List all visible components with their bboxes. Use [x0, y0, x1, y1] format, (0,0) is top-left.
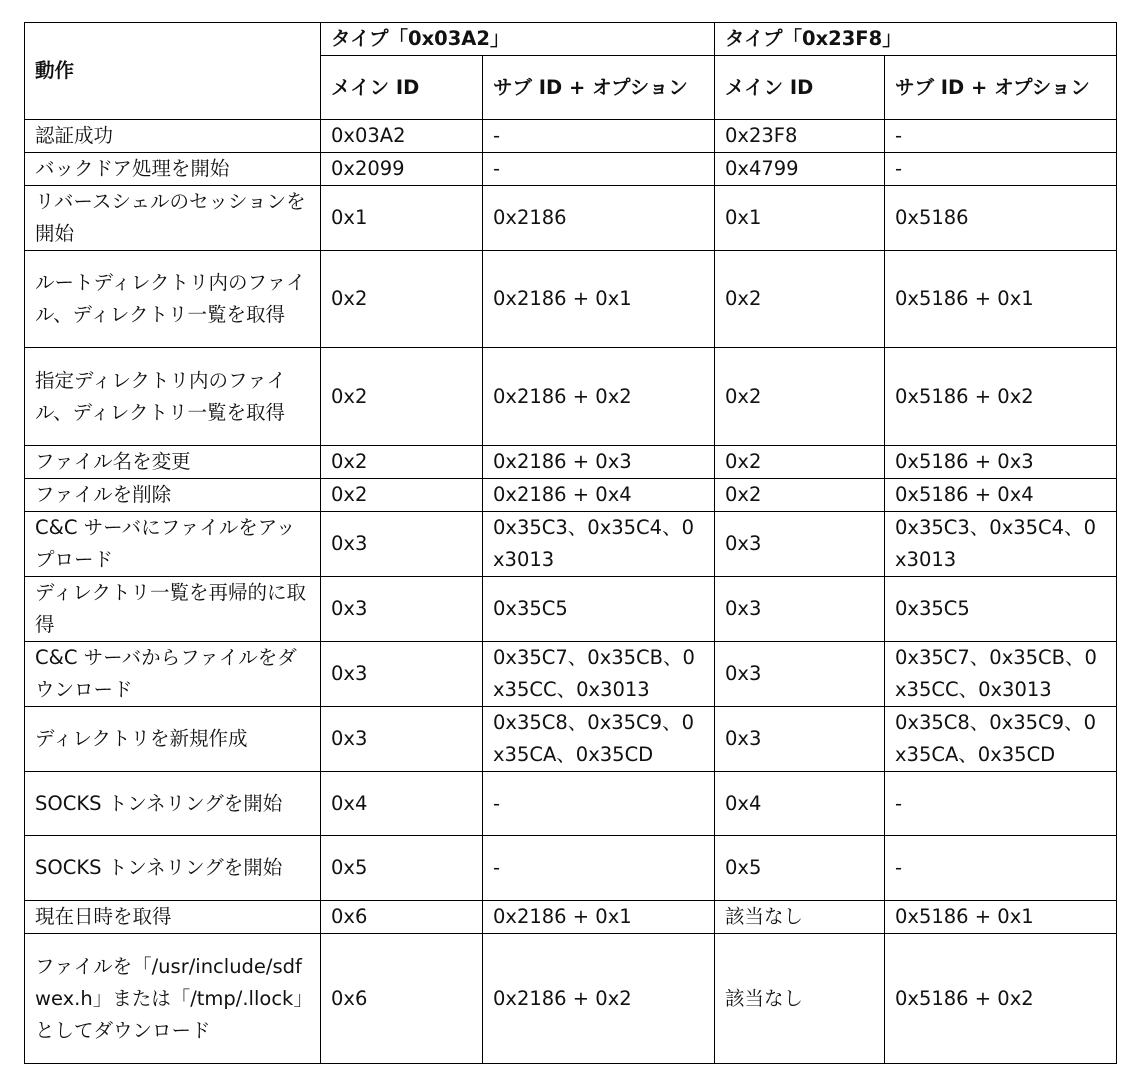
sub-id-cell: - [885, 772, 1117, 836]
sub-id-cell: 0x5186 + 0x3 [885, 446, 1117, 479]
main-id-cell: 0x2099 [321, 153, 483, 186]
main-id-cell: 0x4799 [715, 153, 885, 186]
sub-id-cell: 0x2186 + 0x2 [483, 934, 715, 1064]
action-cell: SOCKS トンネリングを開始 [25, 836, 321, 901]
sub-id-cell: - [885, 153, 1117, 186]
main-id-cell: 0x5 [715, 836, 885, 901]
sub-id-cell: - [483, 772, 715, 836]
table-row [25, 446, 1117, 479]
action-cell: 認証成功 [25, 120, 321, 153]
main-id-cell: 0x3 [715, 512, 885, 577]
sub-id-cell: - [885, 120, 1117, 153]
table-row [25, 348, 1117, 446]
table-row [25, 707, 1117, 772]
header-type-0x03a2: タイプ「0x03A2」 [321, 23, 715, 56]
table-row [25, 836, 1117, 901]
main-id-cell: 0x6 [321, 934, 483, 1064]
table-row [25, 153, 1117, 186]
sub-id-cell: 0x5186 + 0x4 [885, 479, 1117, 512]
main-id-cell: 0x03A2 [321, 120, 483, 153]
main-id-cell: 0x4 [321, 772, 483, 836]
sub-id-cell: 0x35C3、0x35C4、0x3013 [885, 512, 1117, 577]
action-cell: 現在日時を取得 [25, 901, 321, 934]
header-sub-id-option-1: サブ ID + オプション [483, 56, 715, 120]
header-action: 動作 [25, 23, 321, 120]
table-body [25, 120, 1117, 1064]
sub-id-cell: 0x35C8、0x35C9、0x35CA、0x35CD [885, 707, 1117, 772]
action-cell: ファイルを「/usr/include/sdfwex.h」または「/tmp/.llock」としてダウンロード [25, 934, 321, 1064]
sub-id-cell: - [483, 836, 715, 901]
main-id-cell: 0x4 [715, 772, 885, 836]
main-id-cell: 0x2 [321, 251, 483, 348]
sub-id-cell: 0x35C8、0x35C9、0x35CA、0x35CD [483, 707, 715, 772]
table-row [25, 120, 1117, 153]
sub-id-cell: 0x5186 [885, 186, 1117, 251]
header-sub-id-option-2: サブ ID + オプション [885, 56, 1117, 120]
table-header [25, 23, 1117, 120]
main-id-cell: 0x2 [715, 479, 885, 512]
sub-id-cell: 0x35C3、0x35C4、0x3013 [483, 512, 715, 577]
header-type-0x23f8: タイプ「0x23F8」 [715, 23, 1117, 56]
main-id-cell: 0x3 [715, 642, 885, 707]
sub-id-cell: 0x5186 + 0x2 [885, 348, 1117, 446]
main-id-cell: 0x3 [715, 707, 885, 772]
sub-id-cell: 0x2186 + 0x2 [483, 348, 715, 446]
header-main-id-2: メイン ID [715, 56, 885, 120]
main-id-cell: 0x2 [715, 251, 885, 348]
command-id-table [24, 22, 1117, 1064]
sub-id-cell: 0x5186 + 0x2 [885, 934, 1117, 1064]
main-id-cell: 0x23F8 [715, 120, 885, 153]
sub-id-cell: 0x35C5 [885, 577, 1117, 642]
table-row [25, 772, 1117, 836]
action-cell: C&C サーバにファイルをアップロード [25, 512, 321, 577]
action-cell: 指定ディレクトリ内のファイル、ディレクトリ一覧を取得 [25, 348, 321, 446]
sub-id-cell: - [483, 153, 715, 186]
sub-id-cell: 0x5186 + 0x1 [885, 901, 1117, 934]
table-row [25, 901, 1117, 934]
main-id-cell: 0x3 [321, 512, 483, 577]
main-id-cell: 0x3 [715, 577, 885, 642]
action-cell: バックドア処理を開始 [25, 153, 321, 186]
sub-id-cell: 0x2186 + 0x3 [483, 446, 715, 479]
main-id-cell: 0x2 [321, 348, 483, 446]
action-cell: ディレクトリ一覧を再帰的に取得 [25, 577, 321, 642]
sub-id-cell: 0x5186 + 0x1 [885, 251, 1117, 348]
table-row [25, 512, 1117, 577]
main-id-cell: 0x2 [321, 479, 483, 512]
sub-id-cell: 0x2186 + 0x4 [483, 479, 715, 512]
sub-id-cell: 0x2186 + 0x1 [483, 251, 715, 348]
main-id-cell: 0x6 [321, 901, 483, 934]
main-id-cell: 該当なし [715, 934, 885, 1064]
table-row [25, 251, 1117, 348]
main-id-cell: 該当なし [715, 901, 885, 934]
sub-id-cell: - [885, 836, 1117, 901]
sub-id-cell: 0x2186 + 0x1 [483, 901, 715, 934]
main-id-cell: 0x3 [321, 707, 483, 772]
main-id-cell: 0x2 [321, 446, 483, 479]
sub-id-cell: 0x35C5 [483, 577, 715, 642]
table-row [25, 479, 1117, 512]
main-id-cell: 0x3 [321, 642, 483, 707]
sub-id-cell: 0x35C7、0x35CB、0x35CC、0x3013 [885, 642, 1117, 707]
sub-id-cell: 0x35C7、0x35CB、0x35CC、0x3013 [483, 642, 715, 707]
sub-id-cell: - [483, 120, 715, 153]
header-main-id-1: メイン ID [321, 56, 483, 120]
action-cell: ファイル名を変更 [25, 446, 321, 479]
sub-id-cell: 0x2186 [483, 186, 715, 251]
main-id-cell: 0x1 [715, 186, 885, 251]
table-row [25, 186, 1117, 251]
action-cell: ディレクトリを新規作成 [25, 707, 321, 772]
main-id-cell: 0x2 [715, 446, 885, 479]
action-cell: リバースシェルのセッションを開始 [25, 186, 321, 251]
main-id-cell: 0x5 [321, 836, 483, 901]
action-cell: ファイルを削除 [25, 479, 321, 512]
action-cell: ルートディレクトリ内のファイル、ディレクトリ一覧を取得 [25, 251, 321, 348]
main-id-cell: 0x1 [321, 186, 483, 251]
action-cell: C&C サーバからファイルをダウンロード [25, 642, 321, 707]
table-row [25, 934, 1117, 1064]
table-row [25, 642, 1117, 707]
action-cell: SOCKS トンネリングを開始 [25, 772, 321, 836]
main-id-cell: 0x2 [715, 348, 885, 446]
table-row [25, 577, 1117, 642]
main-id-cell: 0x3 [321, 577, 483, 642]
